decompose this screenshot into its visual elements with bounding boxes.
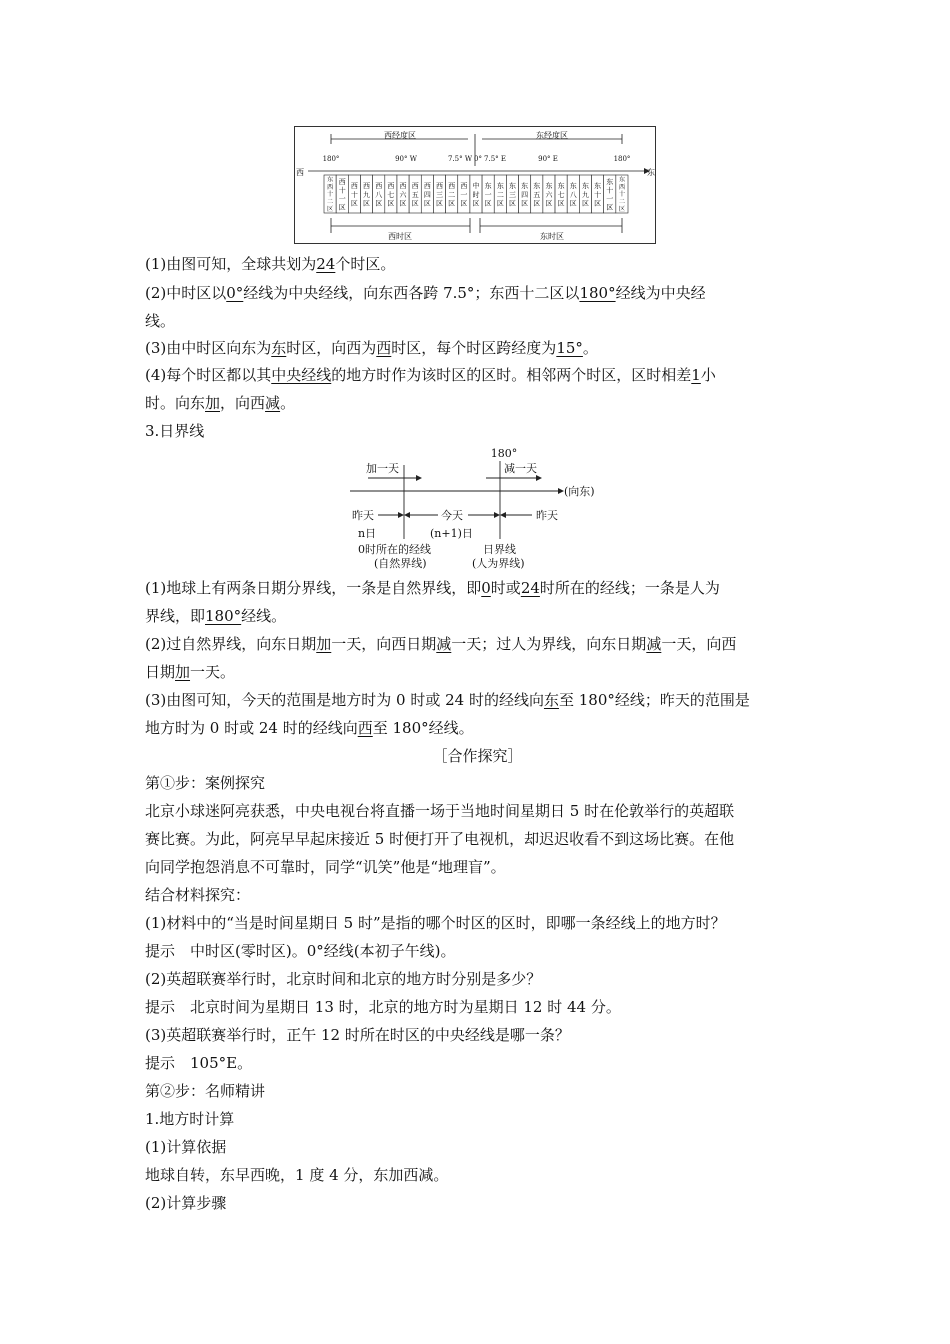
zone-label: 西二区 <box>448 182 456 208</box>
date-para-2: (2)过自然界线，向东日期加一天，向西日期减一天；过人为界线，向东日期减一天，向西 <box>145 635 737 653</box>
yesterday-right-label: 昨天 <box>536 509 558 522</box>
zone-label: 东二区 <box>496 182 504 208</box>
date-para-3-cont: 地方时为 0 时或 24 时的经线向西至 180°经线。 <box>145 719 474 737</box>
para-3: (3)由中时区向东为东时区，向西为西时区，每个时区跨经度为15°。 <box>145 339 598 357</box>
subtopic-2: (2)计算步骤 <box>145 1194 227 1212</box>
deg-label: 180° <box>613 155 631 163</box>
case-line-1: 北京小球迷阿亮获悉，中央电视台将直播一场于当地时间星期日 5 时在伦敦举行的英超联 <box>145 802 735 820</box>
answer-3: 提示 105°E。 <box>145 1054 253 1072</box>
step-2-heading: 第②步：名师精讲 <box>145 1082 266 1100</box>
deg-label: 90° E <box>538 155 558 163</box>
today-label: 今天 <box>441 509 463 522</box>
natural-line-note: (自然界线) <box>374 557 427 570</box>
question-1: (1)材料中的“当是时间星期日 5 时”是指的哪个时区的区时，即哪一条经线上的地方时？ <box>145 914 726 932</box>
sub-day-label: 减一天 <box>504 462 537 475</box>
zone-label: 中时区 <box>472 182 480 208</box>
zone-label: 东西十二区 <box>618 176 626 213</box>
zone-label: 西十一区 <box>338 177 346 212</box>
zone-label: 东一区 <box>484 182 492 208</box>
explore-heading: 结合材料探究： <box>145 886 251 904</box>
zone-label: 东五区 <box>533 182 541 208</box>
n-day-label: n日 <box>358 527 377 540</box>
date-line-figure <box>346 445 606 570</box>
case-line-2: 赛比赛。为此，阿亮早早起床接近 5 时便打开了电视机，却迟迟收看不到这场比赛。在他 <box>145 830 735 848</box>
date-para-3: (3)由图可知，今天的范围是地方时为 0 时或 24 时的经线向东至 180°经线；昨天的范围是 <box>145 691 750 709</box>
step-1-heading: 第①步：案例探究 <box>145 774 266 792</box>
deg-label: 90° W <box>395 155 417 163</box>
zone-label: 东七区 <box>557 182 565 208</box>
answer-1: 提示 中时区(零时区)。0°经线(本初子午线)。 <box>145 942 456 960</box>
heading-date-line: 3.日界线 <box>145 422 205 440</box>
zone-label: 东四区 <box>521 182 529 208</box>
deg-label: 180° <box>322 155 340 163</box>
deg-label: 7.5° E <box>484 155 506 163</box>
n1-day-label: (n+1)日 <box>430 527 473 540</box>
zone-label: 西十区 <box>350 182 358 208</box>
zone-label: 东九区 <box>581 182 589 208</box>
deg-label: 180° <box>490 447 518 460</box>
question-3: (3)英超联赛举行时，正午 12 时所在时区的中央经线是哪一条？ <box>145 1026 570 1044</box>
zone-label: 西七区 <box>387 182 395 208</box>
west-band-label: 西经度区 <box>384 131 416 140</box>
zone-label: 西八区 <box>375 182 383 208</box>
east-band-label: 东经度区 <box>536 131 568 140</box>
add-day-label: 加一天 <box>366 462 399 475</box>
east-zone-label: 东时区 <box>540 232 564 241</box>
deg-label: 0° <box>474 155 482 163</box>
zone-label: 西五区 <box>411 182 419 208</box>
para-4: (4)每个时区都以其中央经线的地方时作为该时区的区时。相邻两个时区，区时相差1小 <box>145 366 716 384</box>
case-line-3: 向同学抱怨消息不可靠时，同学“讥笑”他是“地理盲”。 <box>145 858 506 876</box>
artificial-line-label: 日界线 <box>483 543 516 556</box>
date-para-1-cont: 界线，即180°经线。 <box>145 607 287 625</box>
para-1: (1)由图可知，全球共划为24个时区。 <box>145 255 396 273</box>
zone-label: 东十一区 <box>606 177 614 212</box>
zone-label: 西三区 <box>436 182 444 208</box>
para-2: (2)中时区以0°经线为中央经线，向东西各跨 7.5°；东西十二区以180°经线为中央经 <box>145 284 706 302</box>
direction-label: (向东) <box>564 485 595 498</box>
para-2-cont: 线。 <box>145 312 176 330</box>
date-para-2-cont: 日期加一天。 <box>145 663 236 681</box>
zone-label: 东六区 <box>545 182 553 208</box>
time-zone-figure <box>294 126 656 244</box>
yesterday-left-label: 昨天 <box>352 509 374 522</box>
zone-label: 东八区 <box>569 182 577 208</box>
zone-label: 西一区 <box>460 182 468 208</box>
west-label: 西 <box>296 168 304 177</box>
zone-label: 东西十二区 <box>326 176 334 213</box>
section-heading: ［合作探究］ <box>432 747 523 765</box>
topic-heading: 1.地方时计算 <box>145 1110 235 1128</box>
zone-label: 西六区 <box>399 182 407 208</box>
answer-2: 提示 北京时间为星期日 13 时，北京的地方时为星期日 12 时 44 分。 <box>145 998 621 1016</box>
natural-line-label: 0时所在的经线 <box>358 543 431 556</box>
west-zone-label: 西时区 <box>388 232 412 241</box>
zone-boxes <box>324 175 628 213</box>
para-4-cont: 时。向东加，向西减。 <box>145 394 296 412</box>
artificial-line-note: (人为界线) <box>472 557 525 570</box>
zone-label: 西四区 <box>423 182 431 208</box>
zone-label: 东十区 <box>594 182 602 208</box>
east-label: 东 <box>647 168 655 177</box>
date-para-1: (1)地球上有两条日期分界线，一条是自然界线，即0时或24时所在的经线；一条是人为 <box>145 579 720 597</box>
deg-label: 7.5° W <box>447 155 473 163</box>
zone-label: 东三区 <box>508 182 516 208</box>
zone-label: 西九区 <box>363 182 371 208</box>
question-2: (2)英超联赛举行时，北京时间和北京的地方时分别是多少？ <box>145 970 542 988</box>
rule-text: 地球自转，东早西晚，1 度 4 分，东加西减。 <box>145 1166 449 1184</box>
subtopic-1: (1)计算依据 <box>145 1138 227 1156</box>
